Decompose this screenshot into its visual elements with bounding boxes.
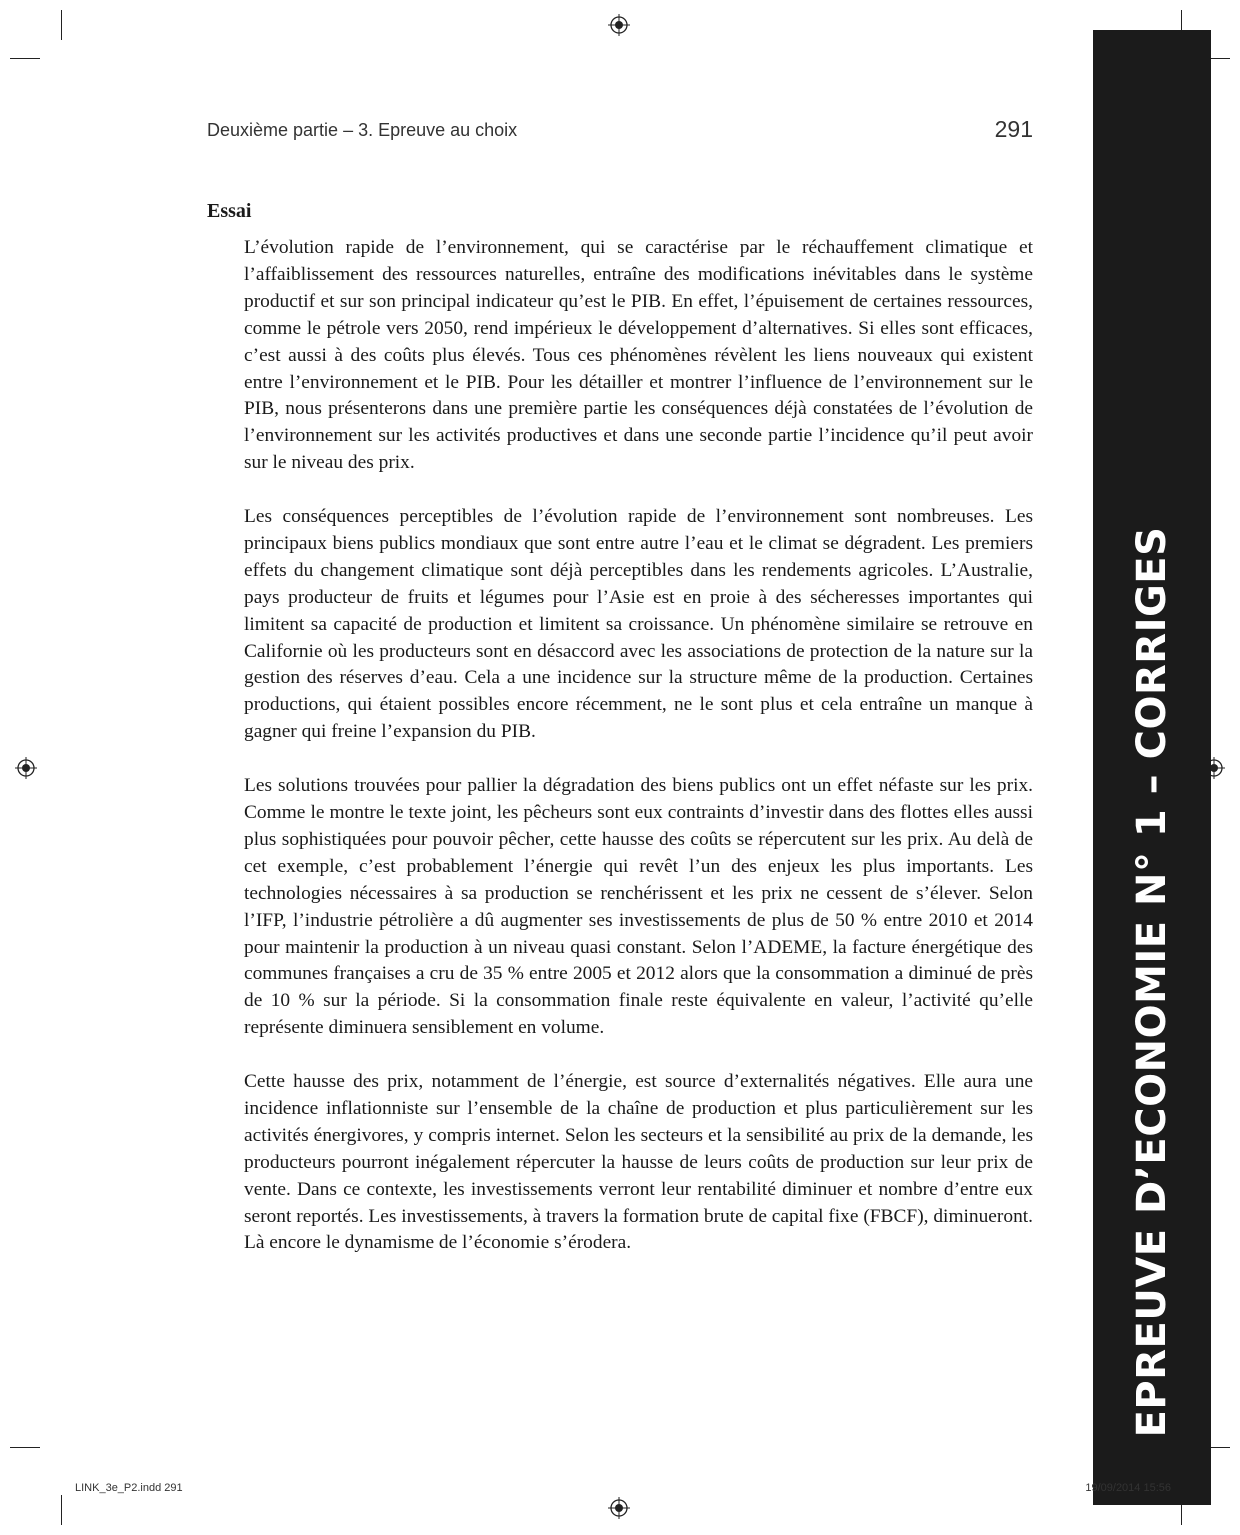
side-tab-label: EPREUVE D’ECONOMIE N° 1 – CORRIGES (1129, 526, 1175, 1438)
crop-mark (61, 10, 62, 40)
registration-mark-icon (608, 14, 630, 36)
crop-mark (61, 1495, 62, 1525)
essay-paragraph-intro: L’évolution rapide de l’environnement, qui se caractérise par le réchauffement climatique et l’affaiblissement des ressources naturelles, entraîne des modifications inévitables dans le système productif et sur son principal indicateur qu’est le PIB. En effet, l’épuisement de certaines ressources, comme le pétrole vers 2050, rend impérieux le développement d’alternatives. Si elles sont efficaces, c’est aussi à des coûts plus élevés. Tous ces phénomènes révèlent les liens nouveaux qui existent entre l’environnement et le PIB. Pour les détailler et montrer l’influence de l’environnement sur le PIB, nous présenterons dans une première partie les conséquences déjà constatées de l’évolution de l’environnement sur les activités productives et dans une seconde partie l’incidence qu’il peut avoir sur le niveau des prix. (244, 237, 1033, 474)
registration-mark-icon (15, 757, 37, 779)
page-number: 291 (994, 116, 1033, 142)
essay-body (244, 235, 1033, 1284)
section-title: Deuxième partie – 3. Epreuve au choix (207, 120, 518, 140)
essay-paragraph-prices: Les solutions trouvées pour pallier la dégradation des biens publics ont un effet néfaste sur les prix. Comme le montre le texte joint, les pêcheurs sont eux contraints d’investir dans des flottes elles aussi plus sophistiquées pour pouvoir pêcher, cette hausse des coûts se répercutent sur les prix. Au delà de cet exemple, c’est probablement l’énergie qui revêt l’un des enjeux les plus importants. Les technologies nécessaires à sa production se renchérissent et les prix ne cessent de s’élever. Selon l’IFP, l’industrie pétrolière a dû augmenter ses investissements de plus de 50 % entre 2010 et 2014 pour maintenir la production à un niveau quasi constant. Selon l’ADEME, la facture énergétique des communes françaises a cru de 35 % entre 2005 et 2012 alors que la consommation a diminué de près de 10 % sur la période. Si la consommation finale reste équivalente en valeur, l’activité qu’elle représente diminuera sensiblement en volume. (244, 775, 1033, 1039)
essay-heading: Essai (207, 200, 252, 222)
date-slug: 19/09/2014 15:56 (1085, 1482, 1171, 1494)
essay-paragraph-consequences: Les conséquences perceptibles de l’évolution rapide de l’environnement sont nombreuses. Les principaux biens publics mondiaux que sont entre autre l’eau et le climat se dégradent. Les premiers effets du changement climatique sont déjà perceptibles dans les rendements agricoles. L’Australie, pays producteur de fruits et légumes pour l’Asie est en proie à des sécheresses importantes qui limitent sa capacité de production et limitent sa croissance. Un phénomène similaire se retrouve en Californie où les producteurs sont en désaccord avec les associations de protection de la nature sur la gestion des réserves d’eau. Cela a une incidence sur la structure même de la production. Certaines productions, qui étaient possibles encore récemment, ne le sont plus et cela entraîne un manque à gagner qui freine l’expansion du PIB. (244, 506, 1033, 743)
running-head (207, 116, 1033, 146)
registration-mark-icon (608, 1497, 630, 1519)
side-tab (1093, 30, 1211, 1505)
file-slug: LINK_3e_P2.indd 291 (75, 1482, 183, 1494)
crop-mark (10, 1447, 40, 1448)
crop-mark (10, 58, 40, 59)
essay-paragraph-externalities: Cette hausse des prix, notamment de l’énergie, est source d’externalités négatives. Elle aura une incidence inflationniste sur l’ensemble de la chaîne de production et plus particulièrement sur les activités énergivores, y compris internet. Selon les secteurs et la sensibilité au prix de la demande, les producteurs pourront inégalement répercuter la hausse de leurs coûts de production sur leur prix de vente. Dans ce contexte, les investissements verront leur rentabilité diminuer et nombre d’entre eux seront reportés. Les investissements, à travers la formation brute de capital fixe (FBCF), diminueront. Là encore le dynamisme de l’économie s’érodera. (244, 1071, 1033, 1254)
